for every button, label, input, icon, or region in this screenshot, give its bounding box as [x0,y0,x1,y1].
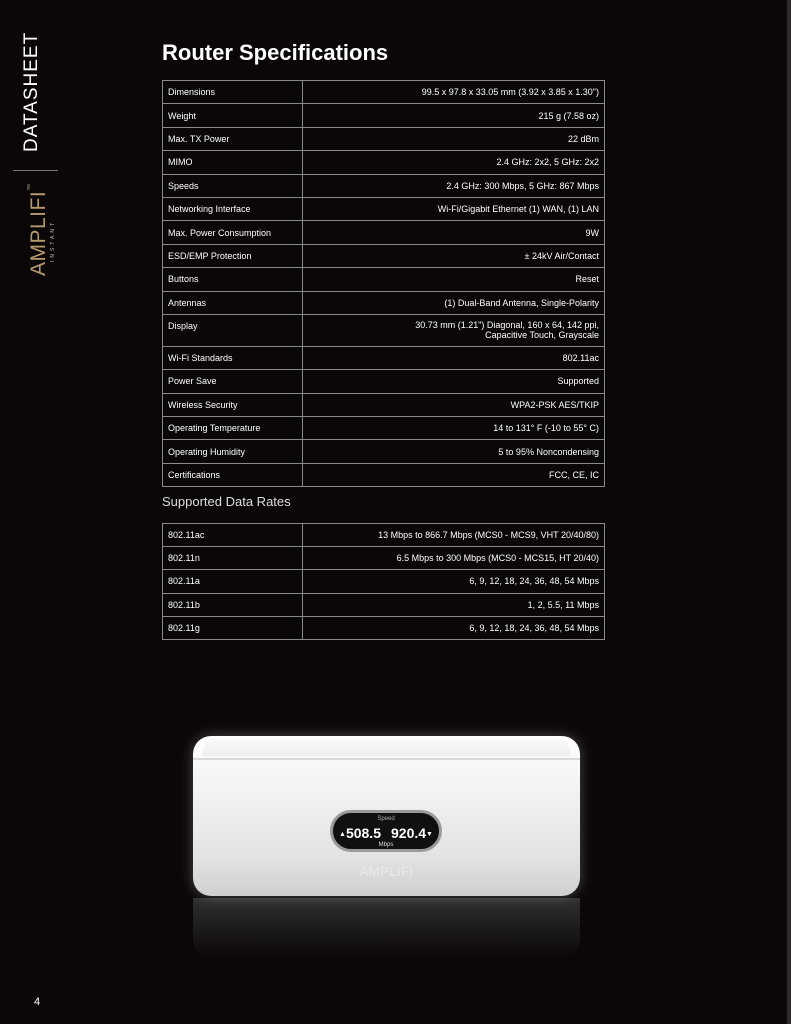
spec-label: 802.11ac [163,524,303,547]
spec-value: 215 g (7.58 oz) [303,104,605,127]
spec-value: Supported [303,370,605,393]
download-speed: 920.4 [391,825,427,841]
router-image [193,736,580,896]
spec-row [163,104,605,127]
spec-value: 5 to 95% Noncondensing [303,440,605,463]
spec-value: 2.4 GHz: 300 Mbps, 5 GHz: 867 Mbps [303,174,605,197]
spec-value: 802.11ac [303,346,605,369]
spec-row [163,417,605,440]
spec-row [163,127,605,150]
spec-label: 802.11a [163,570,303,593]
spec-row [163,244,605,267]
spec-label: Certifications [163,463,303,486]
page-title: Router Specifications [162,40,389,65]
spec-label: Antennas [163,291,303,314]
spec-value: 22 dBm [303,127,605,150]
brand-logo [27,183,51,276]
upload-speed: 508.5 [345,825,381,841]
display-unit: Mbps [378,842,394,848]
spec-value [303,314,605,346]
side-branding [0,0,70,300]
upload-arrow-icon: ▲ [339,830,346,838]
spec-value-line: Capacitive Touch, Grayscale [485,330,599,341]
router-seam [193,758,580,760]
spec-row [163,463,605,486]
spec-label: Display [163,314,303,346]
spec-label: Weight [163,104,303,127]
spec-label: Operating Temperature [163,417,303,440]
spec-value: 6, 9, 12, 18, 24, 36, 48, 54 Mbps [303,616,605,639]
spec-row [163,370,605,393]
rate-row [163,616,605,639]
router-touch-display [330,810,442,852]
page-number: 4 [34,996,41,1008]
spec-value: FCC, CE, IC [303,463,605,486]
spec-label: 802.11g [163,616,303,639]
rate-row [163,547,605,570]
router-top-surface [203,738,570,756]
spec-row [163,346,605,369]
spec-value: 2.4 GHz: 2x2, 5 GHz: 2x2 [303,151,605,174]
rate-row [163,593,605,616]
spec-row [163,81,605,104]
rate-row [163,524,605,547]
data-rates-heading: Supported Data Rates [162,494,291,509]
router-specs-table [162,80,605,487]
spec-value: (1) Dual-Band Antenna, Single-Polarity [303,291,605,314]
spec-label: 802.11b [163,593,303,616]
spec-row [163,151,605,174]
spec-row [163,393,605,416]
download-arrow-icon: ▼ [426,830,433,838]
spec-value: 13 Mbps to 866.7 Mbps (MCS0 - MCS9, VHT 20/40/80) [303,524,605,547]
product-line-label: INSTANT [50,219,56,262]
spec-value: 14 to 131° F (-10 to 55° C) [303,417,605,440]
spec-value: WPA2-PSK AES/TKIP [303,393,605,416]
spec-label: Operating Humidity [163,440,303,463]
router-logo: AMPLIFI [359,864,414,879]
spec-value-line: 30.73 mm (1.21") Diagonal, 160 x 64, 142 ppi, [415,320,599,331]
spec-value: ± 24kV Air/Contact [303,244,605,267]
rate-row [163,570,605,593]
display-speed-label: Speed [377,816,395,822]
spec-value: Reset [303,268,605,291]
spec-label: Dimensions [163,81,303,104]
spec-value: Wi-Fi/Gigabit Ethernet (1) WAN, (1) LAN [303,197,605,220]
spec-label: MIMO [163,151,303,174]
spec-label: Buttons [163,268,303,291]
section-label: DATASHEET [21,31,42,152]
spec-row [163,291,605,314]
router-reflection [193,898,580,958]
spec-label: ESD/EMP Protection [163,244,303,267]
spec-label: Speeds [163,174,303,197]
side-divider [13,170,58,171]
spec-value: 1, 2, 5.5, 11 Mbps [303,593,605,616]
spec-label: 802.11n [163,547,303,570]
spec-label: Max. Power Consumption [163,221,303,244]
trademark-symbol: ™ [27,183,34,191]
spec-label: Power Save [163,370,303,393]
brand-name: AMPLIFI [27,190,50,276]
spec-label: Max. TX Power [163,127,303,150]
spec-row [163,197,605,220]
spec-value: 99.5 x 97.8 x 33.05 mm (3.92 x 3.85 x 1.30") [303,81,605,104]
spec-row [163,268,605,291]
spec-value: 6, 9, 12, 18, 24, 36, 48, 54 Mbps [303,570,605,593]
spec-label: Wireless Security [163,393,303,416]
spec-row [163,440,605,463]
display-speed-values [333,825,439,841]
spec-label: Wi-Fi Standards [163,346,303,369]
page-edge [787,0,791,1024]
spec-value: 9W [303,221,605,244]
spec-label: Networking Interface [163,197,303,220]
spec-row [163,314,605,346]
spec-row [163,174,605,197]
spec-row [163,221,605,244]
data-rates-table [162,523,605,640]
spec-value: 6.5 Mbps to 300 Mbps (MCS0 - MCS15, HT 20/40) [303,547,605,570]
